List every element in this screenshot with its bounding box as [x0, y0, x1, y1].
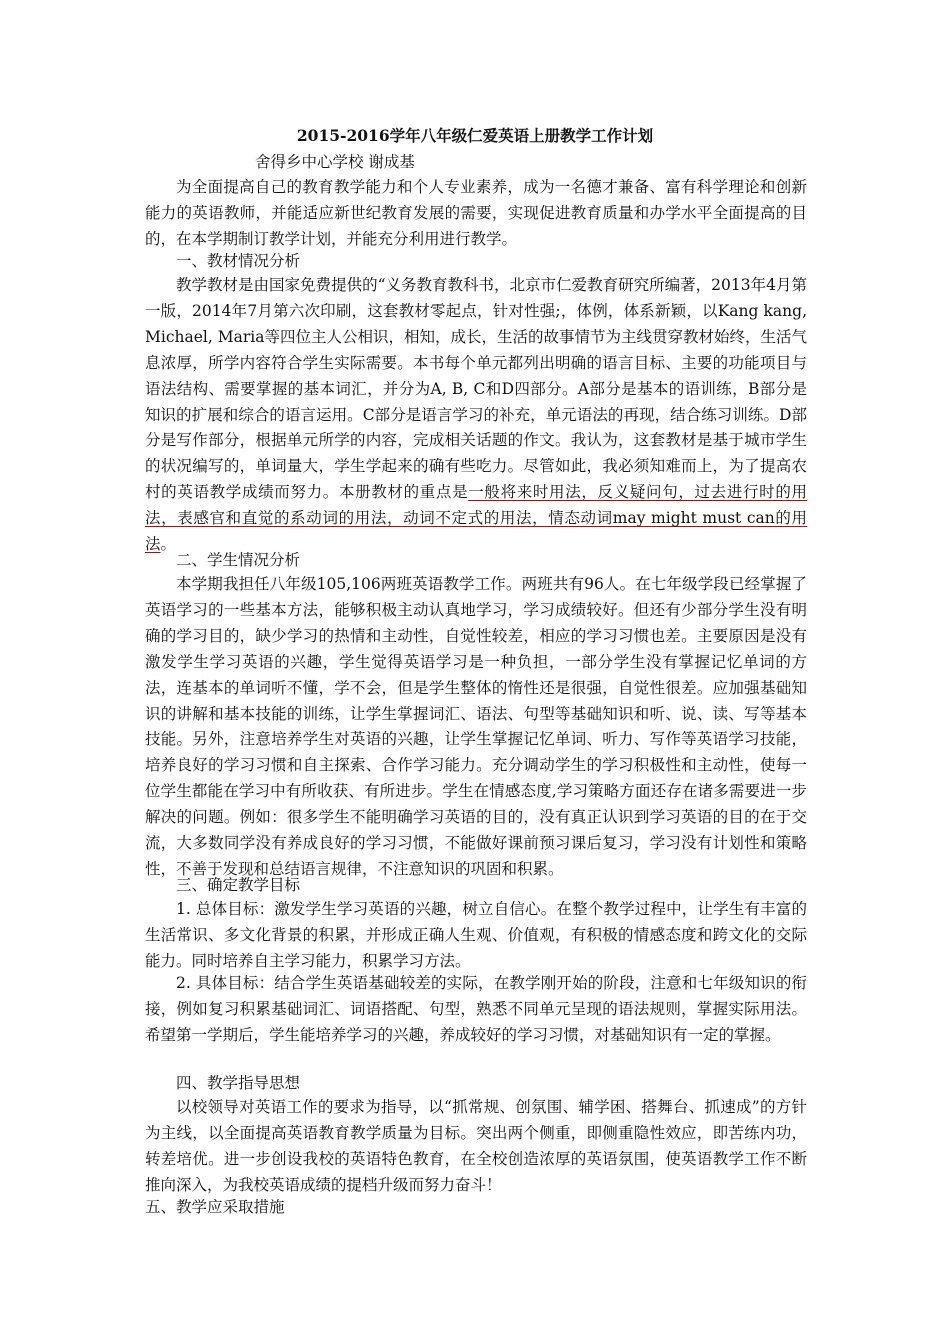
- textbook-analysis-paragraph: [145, 273, 807, 558]
- specific-goal-paragraph: 2. 具体目标：结合学生英语基础较差的实际，在教学刚开始的阶段，注意和七年级知识的衔接，例如复习积累基础词汇、词语搭配、句型，熟悉不同单元呈现的语法规则，掌握实际用法。希望第一学期后，学生能培养学习的兴趣，养成较好的学习习惯，对基础知识有一定的掌握。: [145, 974, 807, 1044]
- section-heading-guiding-ideology: 四、教学指导思想: [176, 1074, 301, 1092]
- guiding-ideology-paragraph: 以校领导对英语工作的要求为指导，以“抓常规、创氛围、辅学困、搭舞台、抓速成”的方针为主线，以全面提高英语教育教学质量为目标。突出两个侧重，即侧重隐性效应，即苦练内功，转差培优。进一步创设我校的英语特色教育，在全校创造浓厚的英语氛围，使英语教学工作不断推向深入，为我校英语成绩的提档升级而努力奋斗！: [145, 1098, 807, 1194]
- author-line: 舍得乡中心学校 谢成基: [255, 153, 415, 171]
- section-heading-textbook-analysis: 一、教材情况分析: [176, 252, 301, 270]
- textbook-analysis-end: 。: [160, 535, 177, 554]
- intro-paragraph: 为全面提高自己的教育教学能力和个人专业素养，成为一名德才兼备、富有科学理论和创新能力的英语教师，并能适应新世纪教育发展的需要，实现促进教育质量和办学水平全面提高的目的，在本学期制订教学计划，并能充分利用进行教学。: [145, 178, 807, 248]
- document-title: 2015-2016学年八年级仁爱英语上册教学工作计划: [296, 126, 654, 145]
- student-analysis-paragraph: 本学期我担任八年级105,106两班英语教学工作。两班共有96人。在七年级学段已经掌握了英语学习的一些基本方法，能够积极主动认真地学习，学习成绩较好。但还有少部分学生没有明确的学习目的，缺少学习的热情和主动性，自觉性较差，相应的学习习惯也差。主要原因是没有激发学生学习英语的兴趣，学生觉得英语学习是一种负担，一部分学生没有掌握记忆单词的方法，连基本的单词听不懂，学不会，但是学生整体的惰性还是很强，自觉性很差。应加强基础知识的讲解和基本技能的训练，让学生掌握词汇、语法、句型等基础知识和听、说、读、写等基本技能。另外，注意培养学生对英语的兴趣，让学生掌握记忆单词、听力、写作等英语学习技能，培养良好的学习习惯和自主探索、合作学习能力。充分调动学生的学习积极性和主动性，使每一位学生都能在学习中有所收获、有所进步。学生在情感态度,学习策略方面还存在诸多需要进一步解决的问题。例如：很多学生不能明确学习英语的目的，没有真正认识到学习英语的目的在于交流，大多数同学没有养成良好的学习习惯，不能做好课前预习课后复习，学习没有计划性和策略性，不善于发现和总结语言规律，不注意知识的巩固和积累。: [145, 575, 807, 878]
- textbook-analysis-text: 教学教材是由国家免费提供的“义务教育教科书，北京市仁爱教育研究所编著，2013年4月第一版，2014年7月第六次印刷，这套教材零起点，针对性强;，体例，体系新颖，以Kang kang, Michael, Maria等四位主人公相识，相知，成长，生活的故事情节为主线贯穿教材始终，生活气息浓厚，所学内容符合学生实际需要。本书每个单元都列出明确的语言目标、主要的功能项目与语法结构、需要掌握的基本词汇，并分为A, B, C和D四部分。A部分是基本的语训练，B部分是知识的扩展和综合的语言运用。C部分是语言学习的补充，单元语法的再现，结合练习训练。D部分是写作部分，根据单元所学的内容，完成相关话题的作文。我认为，这套教材是基于城市学生的状况编写的，单词量大，学生学起来的确有些吃力。尽管如此，我必须知难而上，为了提高农村的英语教学成绩而努力。本册教材的重点是: [145, 276, 807, 502]
- section-heading-teaching-goals: 三、确定教学目标: [176, 876, 301, 894]
- section-heading-measures: 五、教学应采取措施: [145, 1198, 285, 1216]
- key-grammar-points-underlined: 一般将来时用法，反义疑问句，过去进行时的用法，表感官和直觉的系动词的用法，动词不定式的用法，情态动词may might must can的用法: [145, 483, 807, 554]
- overall-goal-paragraph: 1. 总体目标：激发学生学习英语的兴趣，树立自信心。在整个教学过程中，让学生有丰富的生活常识、多文化背景的积累，并形成正确人生观、价值观，有积极的情感态度和跨文化的交际能力。同时培养自主学习能力，积累学习方法。: [145, 900, 807, 970]
- section-heading-student-analysis: 二、学生情况分析: [176, 551, 301, 569]
